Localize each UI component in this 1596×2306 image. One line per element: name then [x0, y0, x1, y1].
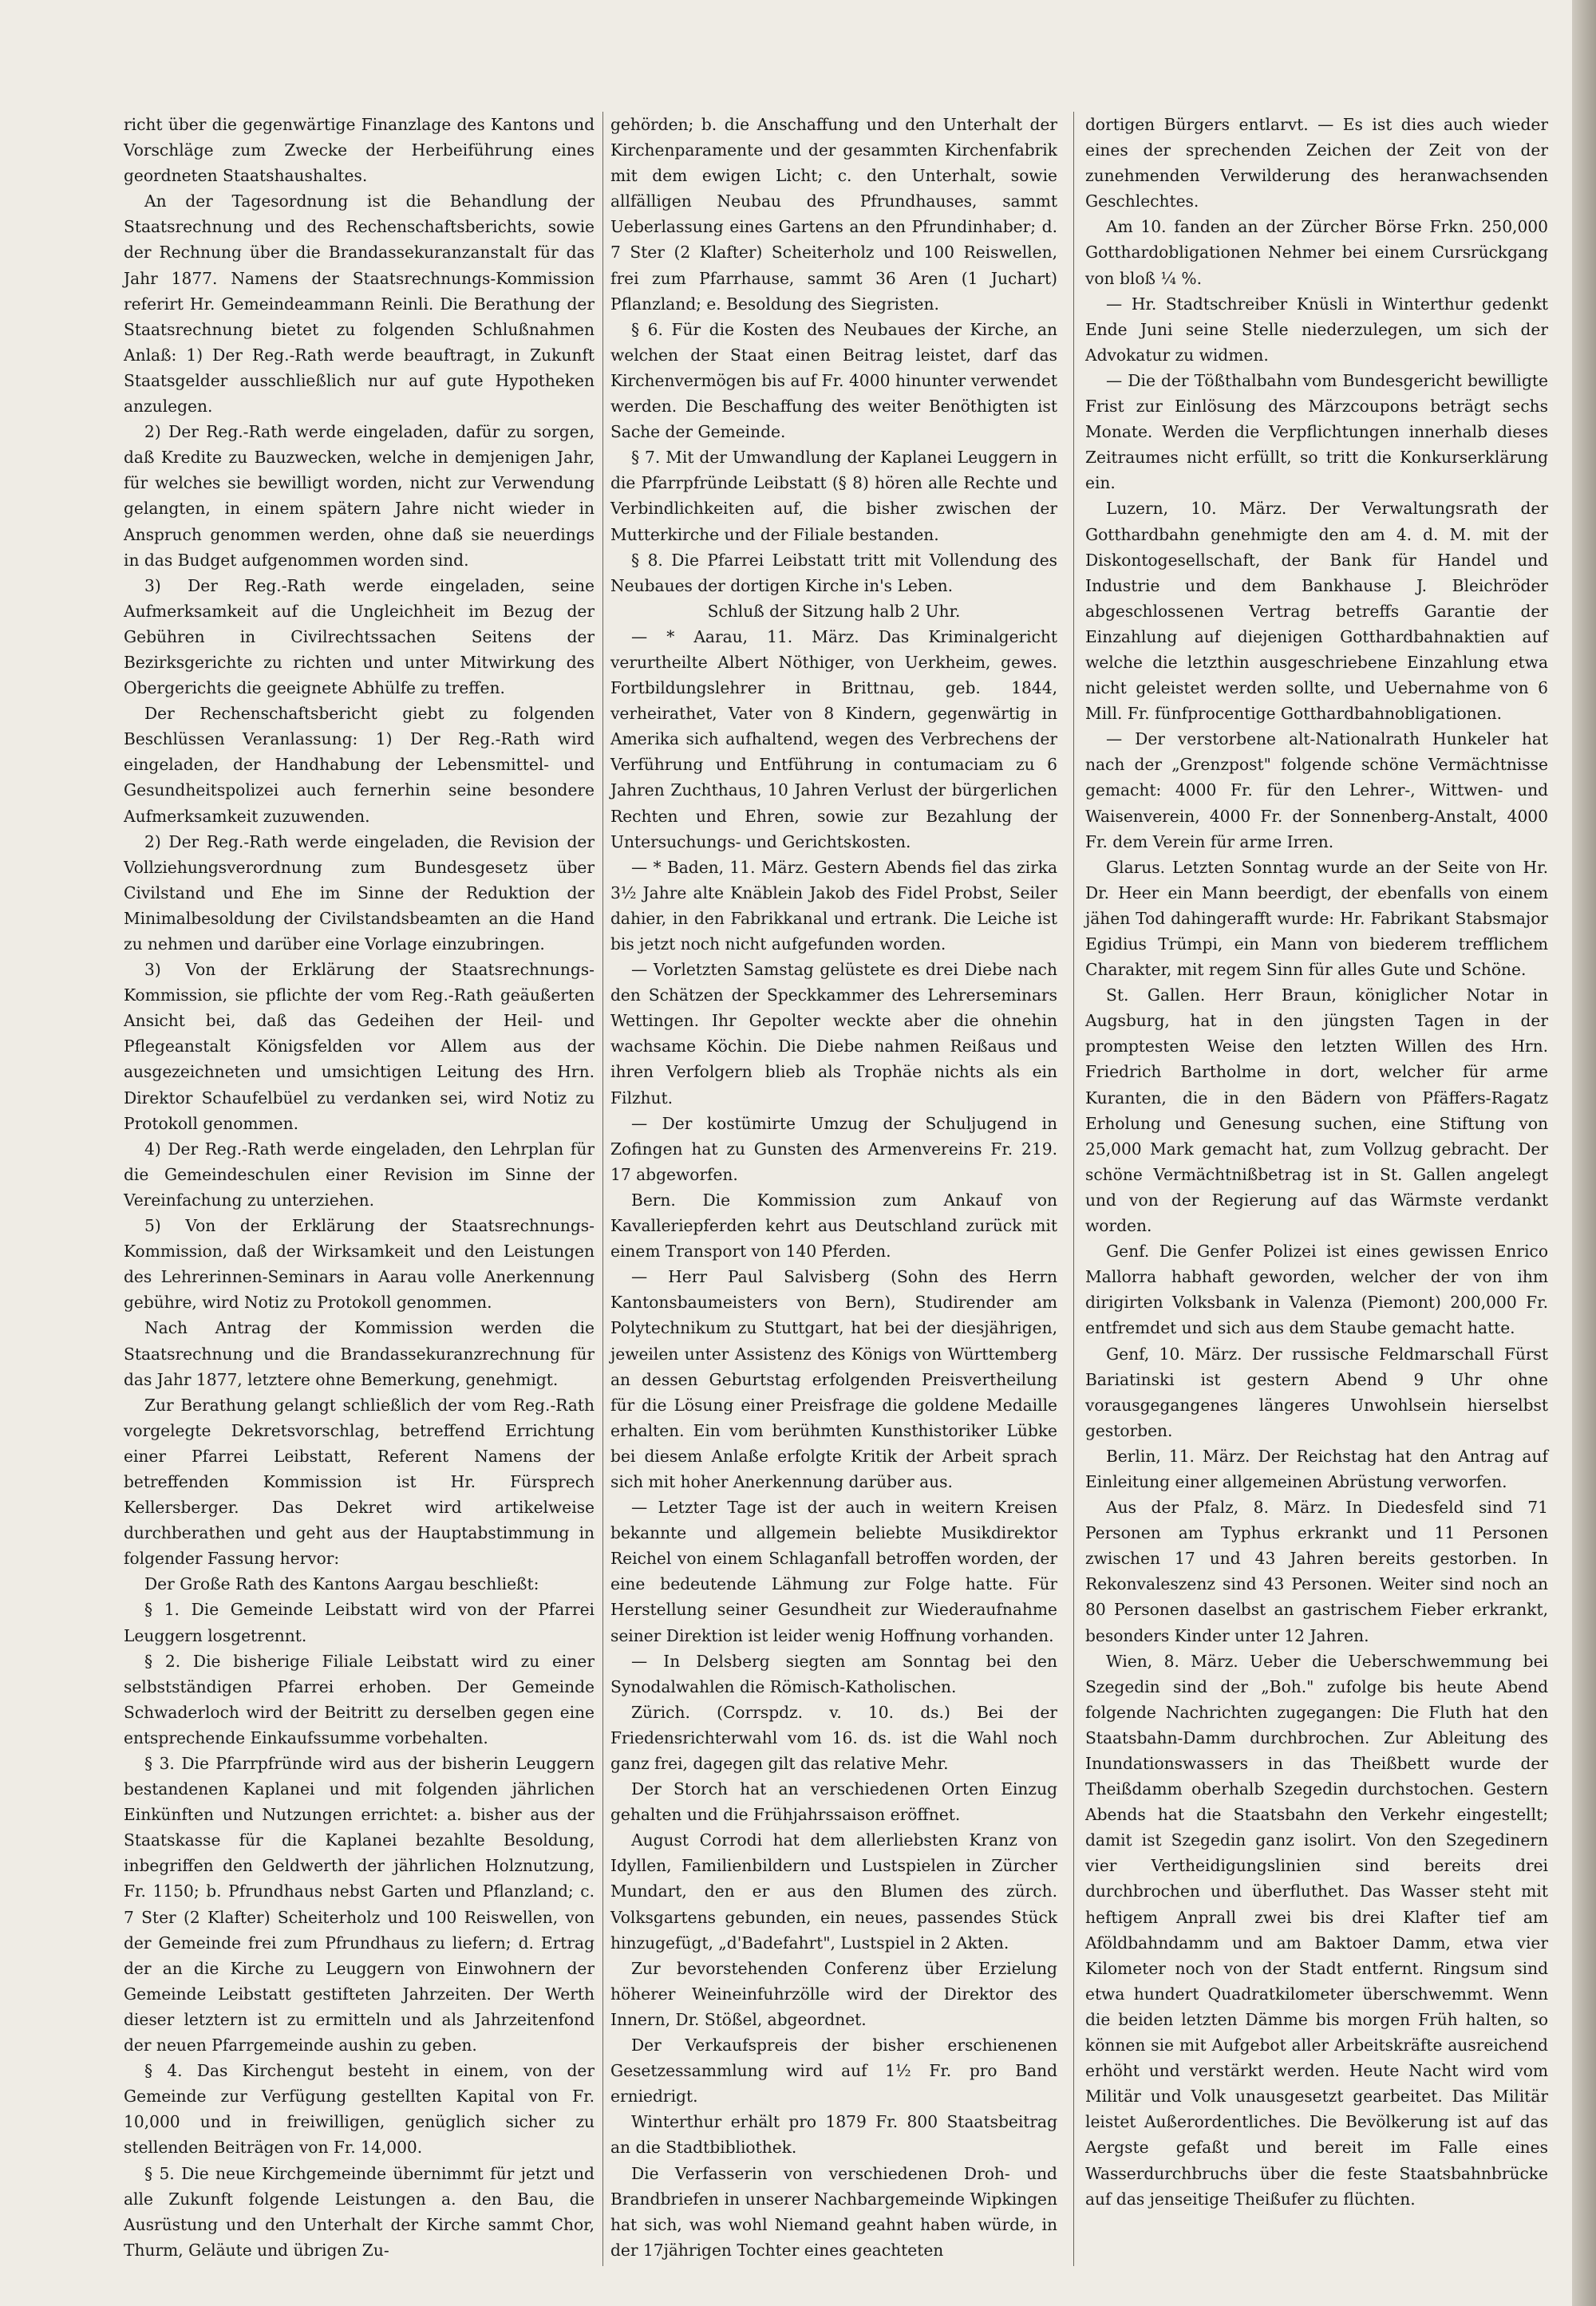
- news-item: Winterthur erhält pro 1879 Fr. 800 Staatsbeitrag an die Stadtbibliothek.: [610, 2112, 1057, 2158]
- paragraph: 3) Der Reg.-Rath werde eingeladen, seine Aufmerksamkeit auf die Ungleichheit im Bezug der Gebühren in Civilrechtssachen Seitens der Bezirksgerichte zu richten und unter Mitwirkung des Obergerichts die geeignete Abhülfe zu treffen.: [124, 575, 595, 698]
- news-item: — Herr Paul Salvisberg (Sohn des Herrn Kantonsbaumeisters von Bern), Studirender am Polytechnikum zu Stuttgart, hat bei der diesjährigen, jeweilen unter Assistenz des Königs von Württemberg an dessen Geburtstag erfolgenden Preisvertheilung für die Lösung einer Preisfrage die goldene Medaille erhalten. Ein vom berühmten Kunsthistoriker Lübke bei diesem Anlaße erfolgte Kritik der Arbeit sprach sich mit hoher Anerkennung darüber aus.: [610, 1267, 1057, 1491]
- column-rule: [1073, 112, 1074, 2266]
- decree-article: § 6. Für die Kosten des Neubaues der Kirche, an welchen der Staat einen Beitrag leistet, darf das Kirchenvermögen bis auf Fr. 4000 hinunter verwendet werden. Die Beschaffung des weiter Benöthigten ist Sache der Gemeinde.: [610, 319, 1057, 442]
- news-item: Genf, 10. März. Der russische Feldmarschall Fürst Bariatinski ist gestern Abend 9 Uhr ohne vorausgegangenes längeres Unwohlsein hierselbst gestorben.: [1085, 1344, 1548, 1440]
- news-item: — Letzter Tage ist der auch in weitern Kreisen bekannte und allgemein beliebte Musikdirektor Reichel von einem Schlaganfall betroffen worden, der eine bedeutende Lähmung zur Folge hatte. Für Herstellung seiner Gesundheit zur Wiederaufnahme seiner Direktion ist leider wenig Hoffnung vorhanden.: [610, 1498, 1057, 1645]
- paragraph: 2) Der Reg.-Rath werde eingeladen, die Revision der Vollziehungsverordnung zum Bundesgesetz über Civilstand und Ehe im Sinne der Reduktion der Minimalbesoldung der Civilstandsbeamten an die Hand zu nehmen und darüber eine Vorlage einzubringen.: [124, 831, 595, 954]
- news-item: Die Verfasserin von verschiedenen Droh- und Brandbriefen in unserer Nachbargemeinde Wipkingen hat sich, was wohl Niemand geahnt haben würde, in der 17jährigen Tochter eines geachteten: [610, 2163, 1057, 2260]
- paragraph: Der Große Rath des Kantons Aargau beschließt:: [144, 1574, 539, 1594]
- decree-article: § 8. Die Pfarrei Leibstatt tritt mit Vollendung des Neubaues der dortigen Kirche in's Leben.: [610, 550, 1057, 595]
- news-item: — In Delsberg siegten am Sonntag bei den Synodalwahlen die Römisch-Katholischen.: [610, 1651, 1057, 1696]
- news-item: — Die der Tößthalbahn vom Bundesgericht bewilligte Frist zur Einlösung des Märzcoupons beträgt sechs Monate. Werden die Verpflichtungen innerhalb dieses Zeitraumes nicht erfüllt, so tritt die Konkurserklärung ein.: [1085, 370, 1548, 493]
- news-item: — Der verstorbene alt-Nationalrath Hunkeler hat nach der „Grenzpost" folgende schöne Vermächtnisse gemacht: 4000 Fr. für den Lehrer-, Wittwen- und Waisenverein, 4000 Fr. der Sonnenberg-Anstalt, 4000 Fr. dem Verein für arme Irren.: [1085, 729, 1548, 851]
- column-1: [124, 112, 595, 2263]
- paragraph: dortigen Bürgers entlarvt. — Es ist dies auch wieder eines der sprechenden Zeichen der Zeit von der zunehmenden Verwilderung des heranwachsenden Geschlechtes.: [1085, 115, 1548, 211]
- paragraph: An der Tagesordnung ist die Behandlung der Staatsrechnung und des Rechenschaftsberichts, sowie der Rechnung über die Brandassekuranzanstalt für das Jahr 1877. Namens der Staatsrechnungs-Kommission referirt Hr. Gemeindeammann Reinli. Die Berathung der Staatsrechnung bietet zu folgenden Schlußnahmen Anlaß: 1) Der Reg.-Rath werde beauftragt, in Zukunft Staatsgelder ausschließlich nur auf gute Hypotheken anzulegen.: [124, 192, 595, 417]
- news-item: — Hr. Stadtschreiber Knüsli in Winterthur gedenkt Ende Juni seine Stelle niederzulegen, um sich der Advokatur zu widmen.: [1085, 294, 1548, 365]
- decree-article: § 2. Die bisherige Filiale Leibstatt wird zu einer selbstständigen Pfarrei erhoben. Der Gemeinde Schwaderloch wird der Beitritt zu derselben gegen eine entsprechende Einkaufssumme vorbehalten.: [124, 1651, 595, 1747]
- news-item: St. Gallen. Herr Braun, königlicher Notar in Augsburg, hat in den jüngsten Tagen in der promptesten Weise den letzten Willen des Hrn. Friedrich Bartholme in dort, welcher für arme Kuranten, die in den Bädern von Pfäffers-Ragatz Erholung und Genesung suchen, eine Stiftung von 25,000 Mark gemacht hat, zum Vollzug gebracht. Der schöne Vermächtnißbetrag ist in St. Gallen angelegt und von der Regierung auf das Wärmste verdankt worden.: [1085, 985, 1548, 1236]
- news-item: Genf. Die Genfer Polizei ist eines gewissen Enrico Mallorra habhaft geworden, welcher der von ihm dirigirten Volksbank in Valenza (Piemont) 200,000 Fr. entfremdet und sich aus dem Staube gemacht hatte.: [1085, 1242, 1548, 1338]
- news-item: Luzern, 10. März. Der Verwaltungsrath der Gotthardbahn genehmigte den am 4. d. M. mit der Diskontogesellschaft, der Bank für Handel und Industrie und dem Bankhause J. Bleichröder abgeschlossenen Vertrag betreffs Garantie der Einzahlung auf diejenigen Gotthardbahnaktien auf welche die letzthin ausgeschriebene Einzahlung etwa nicht geleistet werden sollte, und Uebernahme von 6 Mill. Fr. fünfprocentige Gotthardbahnobligationen.: [1085, 499, 1548, 724]
- news-item: Glarus. Letzten Sonntag wurde an der Seite von Hr. Dr. Heer ein Mann beerdigt, der ebenfalls von einem jähen Tod dahingerafft wurde: Hr. Fabrikant Stabsmajor Egidius Trümpi, ein Mann von biederem trefflichem Charakter, mit regem Sinn für alles Gute und Schöne.: [1085, 857, 1548, 980]
- news-item: — Vorletzten Samstag gelüstete es drei Diebe nach den Schätzen der Speckkammer des Lehrerseminars Wettingen. Ihr Gepolter weckte aber die ohnehin wachsame Köchin. Die Diebe nahmen Reißaus und ihren Verfolgern blieb als Trophäe nichts als ein Filzhut.: [610, 960, 1057, 1108]
- news-item: August Corrodi hat dem allerliebsten Kranz von Idyllen, Familienbildern und Lustspielen in Zürcher Mundart, den er aus den Blumen des zürch. Volksgartens gebunden, ein neues, passendes Stück hinzugefügt, „d'Badefahrt", Lustspiel in 2 Akten.: [610, 1830, 1057, 1953]
- decree-article: § 1. Die Gemeinde Leibstatt wird von der Pfarrei Leuggern losgetrennt.: [124, 1600, 595, 1645]
- column-3: [1085, 112, 1548, 2212]
- news-item: — Der kostümirte Umzug der Schuljugend in Zofingen hat zu Gunsten des Armenvereins Fr. 219. 17 abgeworfen.: [610, 1113, 1057, 1184]
- decree-article: § 7. Mit der Umwandlung der Kaplanei Leuggern in die Pfarrpfründe Leibstatt (§ 8) hören alle Rechte und Verbindlichkeiten auf, die bisher zwischen der Mutterkirche und der Filiale bestanden.: [610, 448, 1057, 544]
- news-item: Berlin, 11. März. Der Reichstag hat den Antrag auf Einleitung einer allgemeinen Abrüstung verworfen.: [1085, 1446, 1548, 1491]
- decree-article: § 4. Das Kirchengut besteht in einem, von der Gemeinde zur Verfügung gestellten Kapital von Fr. 10,000 und in freiwilligen, genüglich sicher zu stellenden Beiträgen von Fr. 14,000.: [124, 2061, 595, 2158]
- decree-article: § 3. Die Pfarrpfründe wird aus der bisherin Leuggern bestandenen Kaplanei und mit folgenden jährlichen Einkünften und Nutzungen errichtet: a. bisher aus der Staatskasse für die Kaplanei bezahlte Besoldung, inbegriffen den Geldwerth der jährlichen Holznutzung, Fr. 1150; b. Pfrundhaus nebst Garten und Pflanzland; c. 7 Ster (2 Klafter) Scheiterholz und 100 Reiswellen, von der Gemeinde frei zum Pfrundhaus zu liefern; d. Ertrag der an die Kirche zu Leuggern von Einwohnern der Gemeinde Leibstatt gestifteten Jahrzeiten. Der Werth dieser letztern ist zu ermitteln und als Jahrzeitenfond der neuen Pfarrgemeinde aushin zu geben.: [124, 1754, 595, 2055]
- news-item: Der Storch hat an verschiedenen Orten Einzug gehalten und die Frühjahrssaison eröffnet.: [610, 1779, 1057, 1825]
- column-2: [610, 112, 1057, 2263]
- paragraph: 5) Von der Erklärung der Staatsrechnungs-Kommission, daß der Wirksamkeit und den Leistungen des Lehrerinnen-Seminars in Aarau volle Anerkennung gebühre, wird Notiz zu Protokoll genommen.: [124, 1216, 595, 1313]
- news-item: Zur bevorstehenden Conferenz über Erzielung höherer Weineinfuhrzölle wird der Direktor des Innern, Dr. Stößel, abgeordnet.: [610, 1958, 1057, 2029]
- paragraph: Zur Berathung gelangt schließlich der vom Reg.-Rath vorgelegte Dekretsvorschlag, betreffend Errichtung einer Pfarrei Leibstatt, Referent Namens der betreffenden Kommission ist Hr. Fürsprech Kellersberger. Das Dekret wird artikelweise durchberathen und geht aus der Hauptabstimmung in folgender Fassung hervor:: [124, 1395, 595, 1569]
- news-item: Am 10. fanden an der Zürcher Börse Frkn. 250,000 Gotthardobligationen Nehmer bei einem Cursrückgang von bloß ¼ %.: [1085, 217, 1548, 288]
- paragraph: Der Rechenschaftsbericht giebt zu folgenden Beschlüssen Veranlassung: 1) Der Reg.-Rath wird eingeladen, der Handhabung der Lebensmittel- und Gesundheitspolizei auch fernerhin seine besondere Aufmerksamkeit zuzuwenden.: [124, 704, 595, 826]
- paragraph: gehörden; b. die Anschaffung und den Unterhalt der Kirchenparamente und der gesammten Kirchenfabrik mit dem ewigen Licht; c. den Unterhalt, sowie allfälligen Neubau des Pfrundhauses, sammt Ueberlassung eines Gartens an den Pfrundinhaber; d. 7 Ster (2 Klafter) Scheiterholz und 100 Reiswellen, frei zum Pfarrhause, sammt 36 Aren (1 Juchart) Pflanzland; e. Besoldung des Siegristen.: [610, 115, 1057, 314]
- news-item: Der Verkaufspreis der bisher erschienenen Gesetzessammlung wird auf 1½ Fr. pro Band erniedrigt.: [610, 2036, 1057, 2107]
- news-item: — * Baden, 11. März. Gestern Abends fiel das zirka 3½ Jahre alte Knäblein Jakob des Fidel Probst, Seiler dahier, in den Fabrikkanal und ertrank. Die Leiche ist bis jetzt noch nicht aufgefunden worden.: [610, 857, 1057, 954]
- news-item: Wien, 8. März. Ueber die Ueberschwemmung bei Szegedin sind der „Boh." zufolge bis heute Abend folgende Nachrichten zugegangen: Die Fluth hat den Staatsbahn-Damm durchbrochen. Zur Ableitung des Inundationswassers in das Theißbett wurde der Theißdamm oberhalb Szegedin durchstochen. Gestern Abends hat die Staatsbahn den Verkehr eingestellt; damit ist Szegedin ganz isolirt. Von den Szegedinern vier Vertheidigungslinien sind bereits drei durchbrochen und überfluthet. Das Wasser steht mit heftigem Anprall zwei bis drei Klafter tief am Aföldbahndamm und am Baktoer Damm, etwa vier Kilometer noch von der Stadt entfernt. Ringsum sind etwa hundert Quadratkilometer überschwemmt. Wenn die beiden letzten Dämme bis morgen Früh halten, so können sie mit Aufgebot aller Arbeitskräfte ausreichend erhöht und verstärkt werden. Heute Nacht wird vom Militär und Volk unausgesetzt gearbeitet. Das Militär leistet Außerordentliches. Die Bevölkerung ist auf das Aergste gefaßt und bereit im Falle eines Wasserdurchbruchs über die feste Staatsbahnbrücke auf das jenseitige Theißufer zu flüchten.: [1085, 1651, 1548, 2209]
- session-close: Schluß der Sitzung halb 2 Uhr.: [707, 601, 961, 621]
- paragraph: richt über die gegenwärtige Finanzlage des Kantons und Vorschläge zum Zwecke der Herbeiführung eines geordneten Staatshaushaltes.: [124, 115, 595, 186]
- column-rule: [602, 112, 603, 2266]
- paragraph: 2) Der Reg.-Rath werde eingeladen, dafür zu sorgen, daß Kredite zu Bauzwecken, welche in demjenigen Jahr, für welches sie bewilligt worden, nicht zur Verwendung gelangten, in einem spätern Jahre nicht wieder in Anspruch genommen werden, ohne daß sie neuerdings in das Budget aufgenommen worden sind.: [124, 422, 595, 570]
- news-item: Zürich. (Corrspdz. v. 10. ds.) Bei der Friedensrichterwahl vom 16. ds. ist die Wahl noch ganz frei, dagegen gilt das relative Mehr.: [610, 1702, 1057, 1773]
- decree-article: § 5. Die neue Kirchgemeinde übernimmt für jetzt und alle Zukunft folgende Leistungen a. den Bau, die Ausrüstung und den Unterhalt der Kirche sammt Chor, Thurm, Geläute und übrigen Zu-: [124, 2163, 595, 2260]
- news-item: Aus der Pfalz, 8. März. In Diedesfeld sind 71 Personen am Typhus erkrankt und 11 Personen zwischen 17 und 43 Jahren bereits gestorben. In Rekonvaleszenz sind 43 Personen. Weiter sind noch an 80 Personen daselbst an gastrischem Fieber erkrankt, besonders Kinder unter 12 Jahren.: [1085, 1498, 1548, 1645]
- page-gutter: [1572, 0, 1596, 2306]
- news-item: Bern. Die Kommission zum Ankauf von Kavalleriepferden kehrt aus Deutschland zurück mit einem Transport von 140 Pferden.: [610, 1190, 1057, 1262]
- paragraph: Nach Antrag der Kommission werden die Staatsrechnung und die Brandassekuranzrechnung für das Jahr 1877, letztere ohne Bemerkung, genehmigt.: [124, 1318, 595, 1389]
- news-item: — * Aarau, 11. März. Das Kriminalgericht verurtheilte Albert Nöthiger, von Uerkheim, gewes. Fortbildungslehrer in Brittnau, geb. 1844, verheirathet, Vater von 8 Kindern, gegenwärtig in Amerika sich aufhaltend, wegen des Verbrechens der Verführung und Entführung in contumaciam zu 6 Jahren Zuchthaus, 10 Jahren Verlust der bürgerlichen Rechten und Ehren, sowie zur Bezahlung der Untersuchungs- und Gerichtskosten.: [610, 626, 1057, 851]
- paragraph: 3) Von der Erklärung der Staatsrechnungs-Kommission, sie pflichte der vom Reg.-Rath geäußerten Ansicht bei, daß das Gedeihen der Heil- und Pflegeanstalt Königsfelden vor Allem aus der ausgezeichneten und umsichtigen Leitung des Hrn. Direktor Schaufelbüel zu verdanken sei, wird Notiz zu Protokoll genommen.: [124, 960, 595, 1133]
- paragraph: 4) Der Reg.-Rath werde eingeladen, den Lehrplan für die Gemeindeschulen einer Revision im Sinne der Vereinfachung zu unterziehen.: [124, 1139, 595, 1210]
